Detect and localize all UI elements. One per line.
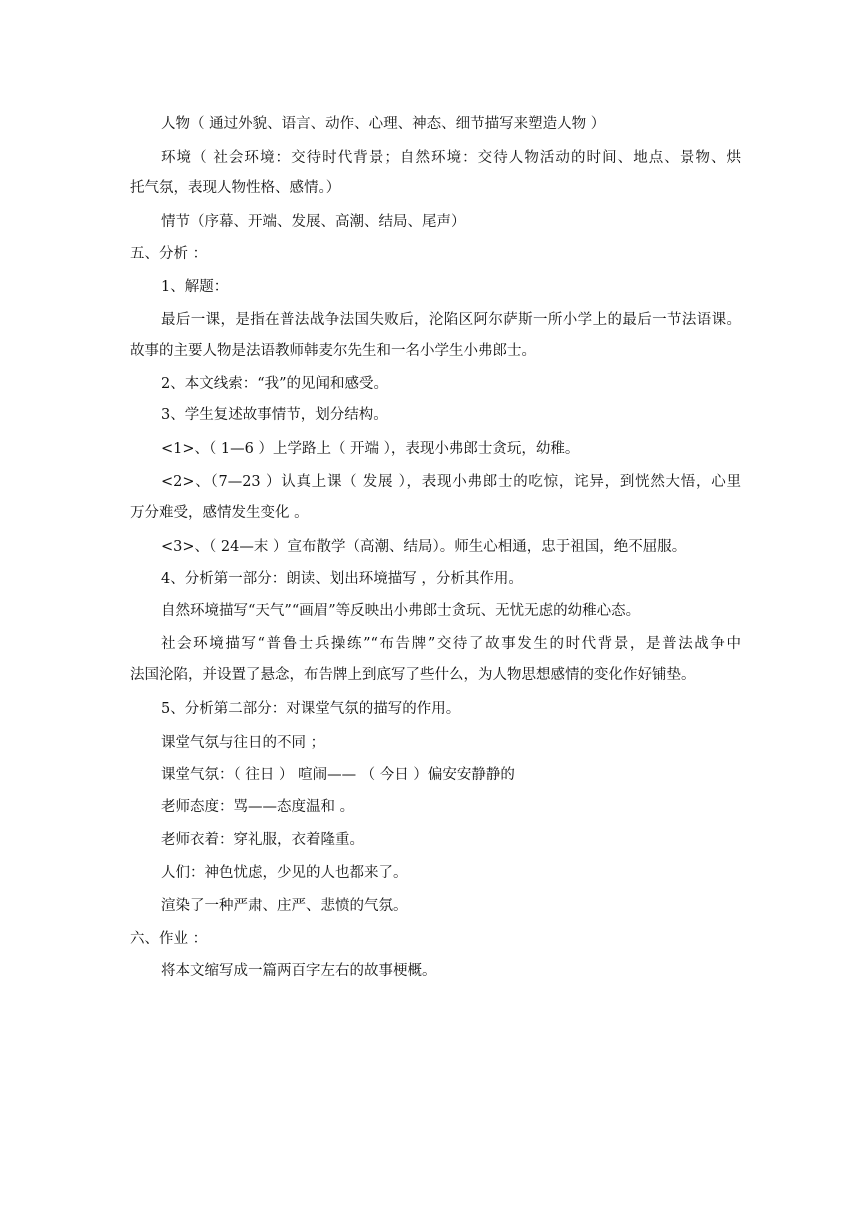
text-line: 老师衣着：穿礼服，衣着隆重。: [161, 832, 364, 848]
text-line: <2>、（7—23 ）认真上课（ 发展 ），表现小弗郎士的吃惊，诧异，到恍然大悟，心里: [161, 474, 741, 490]
text-line: <3>、（ 24—末 ）宣布散学（高潮、结局）。师生心相通，忠于祖国，绝不屈服。: [161, 539, 687, 555]
text-line: 人们：神色忧虑，少见的人也都来了。: [161, 865, 408, 881]
text-line: 渲染了一种严肃、庄严、悲愤的气氛。: [161, 898, 408, 914]
text-line: 万分难受，感情发生变化 。: [130, 505, 309, 521]
text-line: 5、分析第二部分：对课堂气氛的描写的作用。: [161, 701, 461, 717]
text-line: 课堂气氛与往日的不同 ；: [161, 735, 326, 751]
text-line: <1>、（ 1—6 ）上学路上（ 开端 ），表现小弗郎士贪玩，幼稚。: [161, 441, 580, 457]
text-line: 社会环境描写“普鲁士兵操练”“布告牌”交待了故事发生的时代背景，是普法战争中: [161, 636, 741, 652]
text-line: 环境（ 社会环境：交待时代背景；自然环境：交待人物活动的时间、地点、景物、烘: [161, 150, 741, 166]
text-line: 1、解题：: [161, 279, 229, 295]
text-line: 老师态度：骂——态度温和 。: [161, 799, 355, 815]
text-line: 故事的主要人物是法语教师韩麦尔先生和一名小学生小弗郎士。: [130, 343, 536, 359]
text-line: 2、本文线索：“我”的见闻和感受。: [161, 376, 389, 392]
text-line: 4、分析第一部分：朗读、划出环境描写 ，分析其作用。: [161, 571, 523, 587]
text-line: 将本文缩写成一篇两百字左右的故事梗概。: [161, 963, 437, 979]
text-line: 情节（序幕、开端、发展、高潮、结局、尾声）: [161, 214, 466, 230]
text-line: 自然环境描写“天气”“画眉”等反映出小弗郎士贪玩、无忧无虑的幼稚心态。: [161, 603, 641, 619]
text-line: 人物（ 通过外貌、语言、动作、心理、神态、细节描写来塑造人物 ）: [161, 116, 606, 132]
section-heading: 五、分析 ：: [130, 246, 208, 262]
text-line: 最后一课，是指在普法战争法国失败后，沦陷区阿尔萨斯一所小学上的最后一节法语课。: [161, 312, 741, 328]
section-heading: 六、作业 ：: [130, 931, 208, 947]
text-line: 课堂气氛：（ 往日 ） 喧闹—— （ 今日 ）偏安安静静的: [161, 767, 515, 783]
text-line: 托气氛，表现人物性格、感情。）: [130, 180, 341, 196]
text-line: 3、学生复述故事情节，划分结构。: [161, 407, 388, 423]
text-line: 法国沦陷，并设置了悬念，布告牌上到底写了些什么，为人物思想感情的变化作好铺垫。: [130, 667, 696, 683]
